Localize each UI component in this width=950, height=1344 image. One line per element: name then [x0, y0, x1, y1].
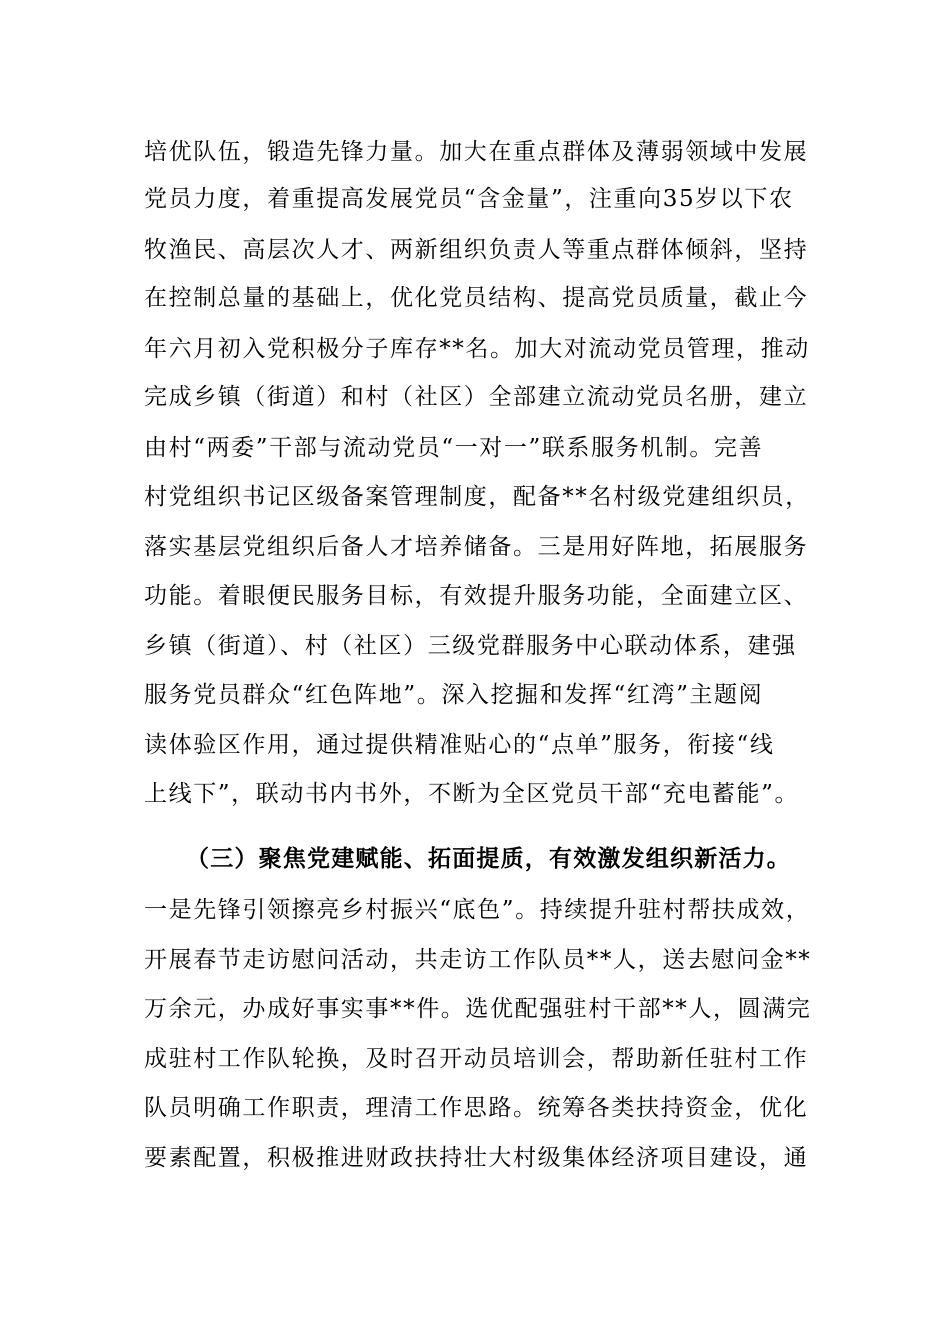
paragraph-line: 队员明确工作职责，理清工作思路。统筹各类扶持资金，优化: [144, 1095, 809, 1121]
paragraph-line: 牧渔民、高层次人才、两新组织负责人等重点群体倾斜，坚持: [144, 237, 809, 263]
paragraph-line: 读体验区作用，通过提供精准贴心的“点单”服务，衔接“线: [144, 732, 775, 758]
paragraph-line: 党员力度，着重提高发展党员“含金量”，注重向35岁以下农: [144, 186, 794, 212]
paragraph-line: 在控制总量的基础上，优化党员结构、提高党员质量，截止今: [144, 285, 809, 311]
paragraph-line: 万余元，办成好事实事**件。选优配强驻村干部**人，圆满完: [144, 996, 812, 1022]
paragraph-line: 由村“两委”干部与流动党员“一对一”联系服务机制。完善: [144, 435, 764, 461]
paragraph-line: 上线下”，联动书内书外，不断为全区党员干部“充电蓄能”。: [144, 781, 800, 807]
paragraph-line: 完成乡镇（街道）和村（社区）全部建立流动党员名册，建立: [144, 384, 809, 410]
section-heading: （三）聚焦党建赋能、拓面提质，有效激发组织新活力。: [186, 845, 791, 872]
paragraph-line: 成驻村工作队轮换，及时召开动员培训会，帮助新任驻村工作: [144, 1046, 809, 1072]
paragraph-line: 功能。着眼便民服务目标，有效提升服务功能，全面建立区、: [144, 583, 809, 609]
paragraph-line: 开展春节走访慰问活动，共走访工作队员**人，送去慰问金**: [144, 947, 812, 973]
paragraph-line: 年六月初入党积极分子库存**名。加大对流动党员管理，推动: [144, 336, 810, 362]
paragraph-line: 乡镇（街道）、村（社区）三级党群服务中心联动体系，建强: [144, 633, 797, 659]
paragraph-line: 村党组织书记区级备案管理制度，配备**名村级党建组织员，: [144, 484, 810, 510]
paragraph-line: 培优队伍，锻造先锋力量。加大在重点群体及薄弱领域中发展: [144, 139, 809, 165]
paragraph-line: 要素配置，积极推进财政扶持壮大村级集体经济项目建设，通: [144, 1145, 809, 1171]
paragraph-line: 服务党员群众“红色阵地”。深入挖掘和发挥“红湾”主题阅: [144, 682, 764, 708]
paragraph-line: 落实基层党组织后备人才培养储备。三是用好阵地，拓展服务: [144, 534, 809, 560]
paragraph-line: 一是先锋引领擦亮乡村振兴“底色”。持续提升驻村帮扶成效，: [144, 897, 811, 923]
